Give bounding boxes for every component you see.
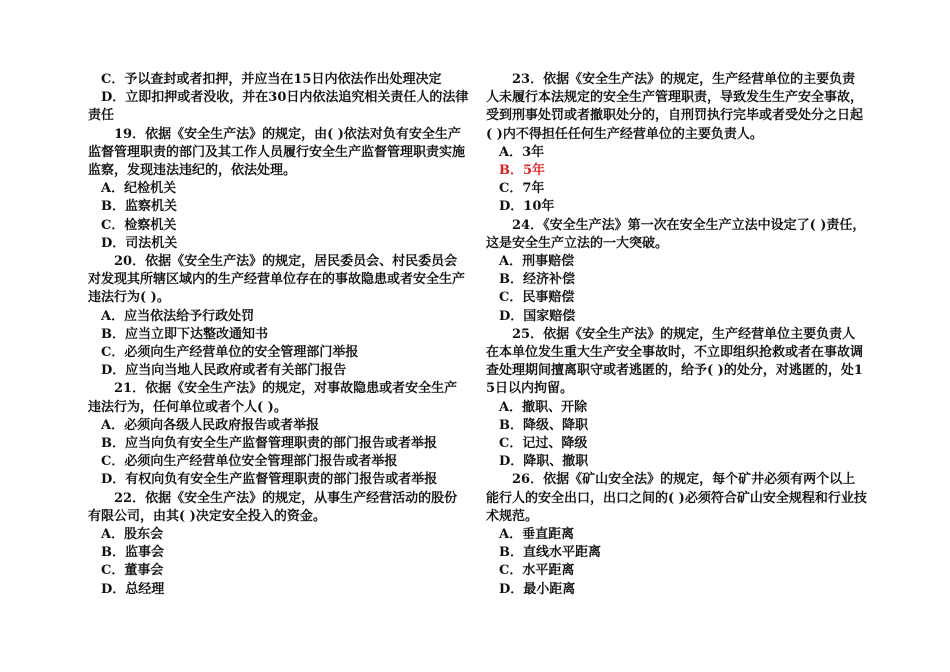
answer-option: C．记过、降级: [499, 436, 588, 452]
question-text: 24．《安全生产法》第一次在安全生产立法中设定了( )责任，这是安全生产立法的一大突破。: [486, 217, 866, 251]
answer-option: A．纪检机关: [101, 181, 177, 197]
answer-option: C．7年: [499, 181, 545, 197]
answer-option: B．经济补偿: [499, 272, 575, 288]
question-text: 20．依据《安全生产法》的规定，居民委员会、村民委员会对发现其所辖区域内的生产经营单位存在的事故隐患或者安全生产违法行为( )。: [88, 254, 466, 306]
answer-option: D．最小距离: [499, 581, 576, 597]
left-column: [88, 71, 470, 599]
answer-option: C．予以查封或者扣押，并应当在15日内依法作出处理决定: [101, 72, 442, 87]
answer-option: C．民事赔偿: [499, 290, 575, 306]
question-text: 26．依据《矿山安全法》的规定，每个矿井必须有两个以上能行人的安全出口，出口之间的( )必须符合矿山安全规程和行业技术规范。: [486, 472, 867, 524]
answer-option: D．司法机关: [101, 235, 178, 251]
answer-option: B．应当立即下达整改通知书: [101, 326, 268, 342]
answer-option: B．监事会: [101, 545, 164, 561]
answer-option: A．股东会: [101, 527, 164, 543]
answer-option: C．必须向生产经营单位安全管理部门报告或者举报: [101, 454, 398, 470]
answer-option: C．水平距离: [499, 563, 575, 579]
answer-option: D．总经理: [101, 581, 165, 597]
answer-option: B．5年: [499, 163, 546, 179]
answer-option: A．刑事赔偿: [499, 254, 575, 270]
answer-option: A．垂直距离: [499, 527, 575, 543]
answer-option: A．必须向各级人民政府报告或者举报: [101, 417, 320, 433]
question-text: 23．依据《安全生产法》的规定，生产经营单位的主要负责人未履行本法规定的安全生产管理职责，导致发生生产安全事故，受到刑事处罚或者撤职处分的，自刑罚执行完毕或者受处分之日起( )内不得担任任何生产经营单位的主要负责人。: [486, 72, 864, 142]
answer-option: C．董事会: [101, 563, 164, 579]
answer-option: B．直线水平距离: [499, 545, 601, 561]
answer-option: B．降级、降职: [499, 417, 588, 433]
answer-option: D．降职、撤职: [499, 454, 589, 470]
answer-option: D．立即扣押或者没收，并在30日内依法追究相关责任人的法律责任: [88, 90, 469, 124]
question-text: 19．依据《安全生产法》的规定，由( )依法对负有安全生产监督管理职责的部门及其工作人员履行安全生产监督管理职责实施监察，发现违法违纪的，依法处理。: [88, 126, 466, 179]
question-text: 25．依据《安全生产法》的规定，生产经营单位主要负责人在本单位发生重大生产安全事故时，不立即组织抢救或者在事故调查处理期间擅离职守或者逃匿的，给予( )的处分，对逃匿的，处15日以内拘留。: [486, 326, 864, 397]
answer-option: B．应当向负有安全生产监督管理职责的部门报告或者举报: [101, 436, 437, 452]
answer-option: D．应当向当地人民政府或者有关部门报告: [101, 363, 347, 379]
answer-option: D．国家赔偿: [499, 308, 576, 324]
answer-option: D．有权向负有安全生产监督管理职责的部门报告或者举报: [101, 472, 438, 488]
answer-option: A．3年: [499, 144, 545, 160]
answer-option: B．监察机关: [101, 199, 177, 215]
question-text: 22．依据《安全生产法》的规定，从事生产经营活动的股份有限公司，由其( )决定安全投入的资金。: [88, 490, 458, 524]
answer-option: C．检察机关: [101, 217, 177, 233]
question-text: 21．依据《安全生产法》的规定，对事故隐患或者安全生产违法行为，任何单位或者个人( )。: [88, 381, 458, 415]
answer-option: A．应当依法给予行政处罚: [101, 308, 255, 324]
answer-option: A．撤职、开除: [499, 399, 588, 415]
answer-option: C．必须向生产经营单位的安全管理部门举报: [101, 345, 359, 361]
right-column: [486, 71, 868, 599]
answer-option: D．10年: [499, 199, 555, 215]
